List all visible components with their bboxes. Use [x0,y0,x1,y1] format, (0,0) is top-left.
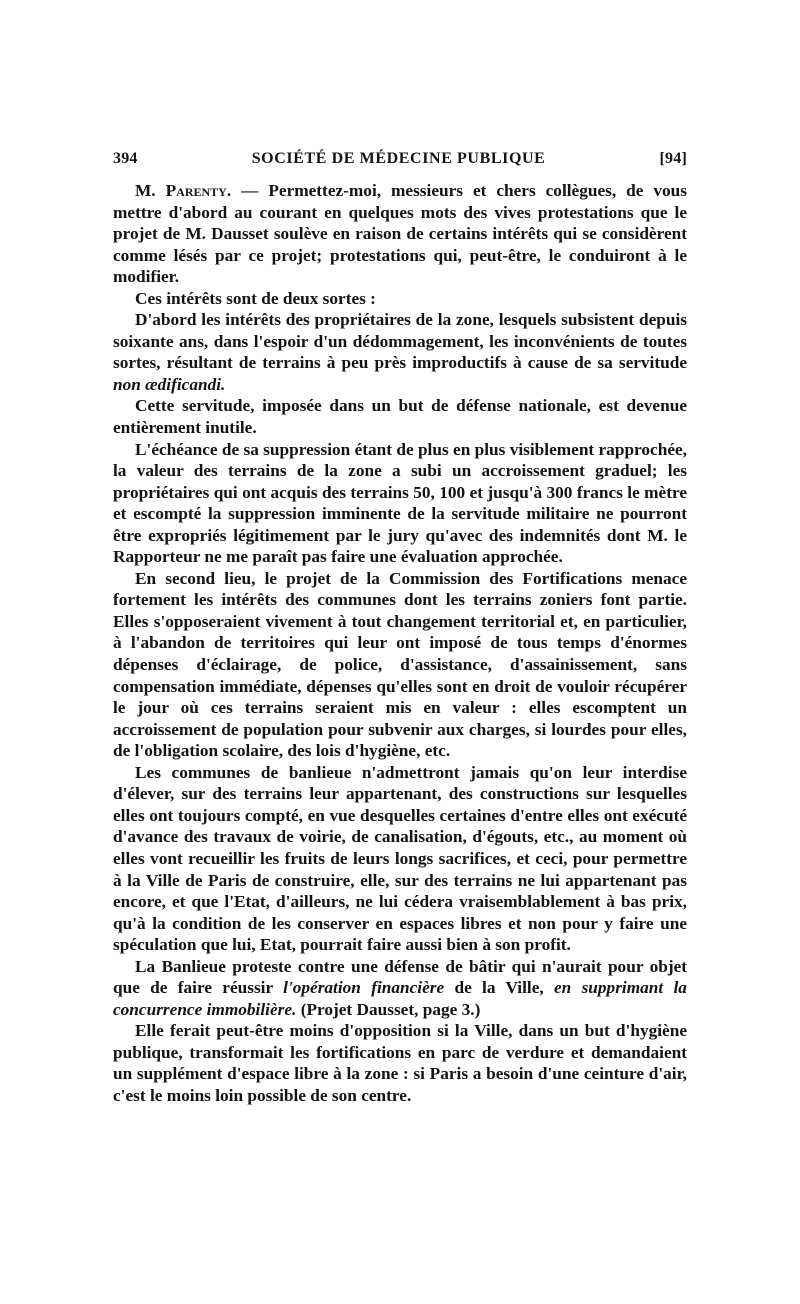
italic-phrase: en supprimant la concurrence immobilière. [113,978,687,1019]
page-number: 394 [113,150,138,167]
book-page [113,150,687,1107]
paragraph: D'abord les intérêts des propriétaires de la zone, lesquels subsistent depuis soixante ans, dans l'espoir d'un dédommagement, les inconvénients de toutes sortes, résultant de terrains à peu près improductifs à cause de sa servitude non ædificandi. [113,310,687,394]
paragraph: Les communes de banlieue n'admettront jamais qu'on leur interdise d'élever, sur des terrains leur appartenant, des constructions sur lesquelles elles ont toujours compté, en vue desquelles certaines d'entre elles ont exécuté d'avance des travaux de voirie, de canalisation, d'égouts, etc., au moment où elles vont recueillir les fruits de leurs longs sacrifices, et ceci, pour permettre à la Ville de Paris de construire, elle, sur des terrains ne lui appartenant pas encore, et que l'Etat, d'ailleurs, ne lui cédera vraisemblablement à bas prix, qu'à la condition de les conserver en espaces libres et non pour y faire une spéculation que lui, Etat, pourrait faire aussi bien à son profit. [113,762,687,955]
running-header [113,150,687,168]
bracket-page-number: [94] [659,150,687,167]
paragraph: M. Parenty. — Permettez-moi, messieurs et chers collègues, de vous mettre d'abord au courant en quelques mots des vives protestations que le projet de M. Dausset soulève en raison de certains intérêts qui se considèrent comme lésés par ce projet; protestations qui, peut-être, le conduiront à le modifier. [113,181,687,287]
italic-phrase: l'opération financière [283,978,445,998]
paragraph: Ces intérêts sont de deux sortes : [135,288,376,308]
paragraph: L'échéance de sa suppression étant de plus en plus visiblement rapprochée, la valeur des terrains de la zone a subi un accroissement graduel; les propriétaires qui ont acquis des terrains 50, 100 et jusqu'à 300 francs le mètre et escompté la suppression imminente de la servitude militaire ne pourront être expropriés légitimement par le jury qu'avec des indemnités dont M. le Rapporteur ne me paraît pas faire une évaluation approchée. [113,439,687,567]
body-text [113,180,687,1107]
speaker-name: Parenty [165,181,227,200]
paragraph: Cette servitude, imposée dans un but de défense nationale, est devenue entièrement inutile. [113,396,687,438]
paragraph: La Banlieue proteste contre une défense de bâtir qui n'aurait pour objet que de faire réussir l'opération financière de la Ville, en supprimant la concurrence immobilière. (Projet Dausset, page 3.) [113,956,687,1019]
running-title: SOCIÉTÉ DE MÉDECINE PUBLIQUE [251,150,546,167]
paragraph: Elle ferait peut-être moins d'opposition si la Ville, dans un but d'hygiène publique, transformait les fortifications en parc de verdure et demandaient un supplément d'espace libre à la zone : si Paris a besoin d'une ceinture d'air, c'est le moins loin possible de son centre. [113,1021,687,1105]
italic-phrase: non ædificandi. [113,374,226,394]
paragraph: En second lieu, le projet de la Commission des Fortifications menace fortement les intérêts des communes dont les terrains zoniers font partie. Elles s'opposeraient vivement à tout changement territorial et, en particulier, à l'abandon de territoires qui leur ont imposé de tous temps d'énormes dépenses d'éclairage, de police, d'assistance, d'assainissement, sans compensation immédiate, dépenses qu'elles sont en droit de vouloir récupérer le jour où ces terrains seraient mis en valeur : elles escomptent un accroissement de population pour subvenir aux charges, si lourdes pour elles, de l'obligation scolaire, des lois d'hygiène, etc. [113,568,687,761]
